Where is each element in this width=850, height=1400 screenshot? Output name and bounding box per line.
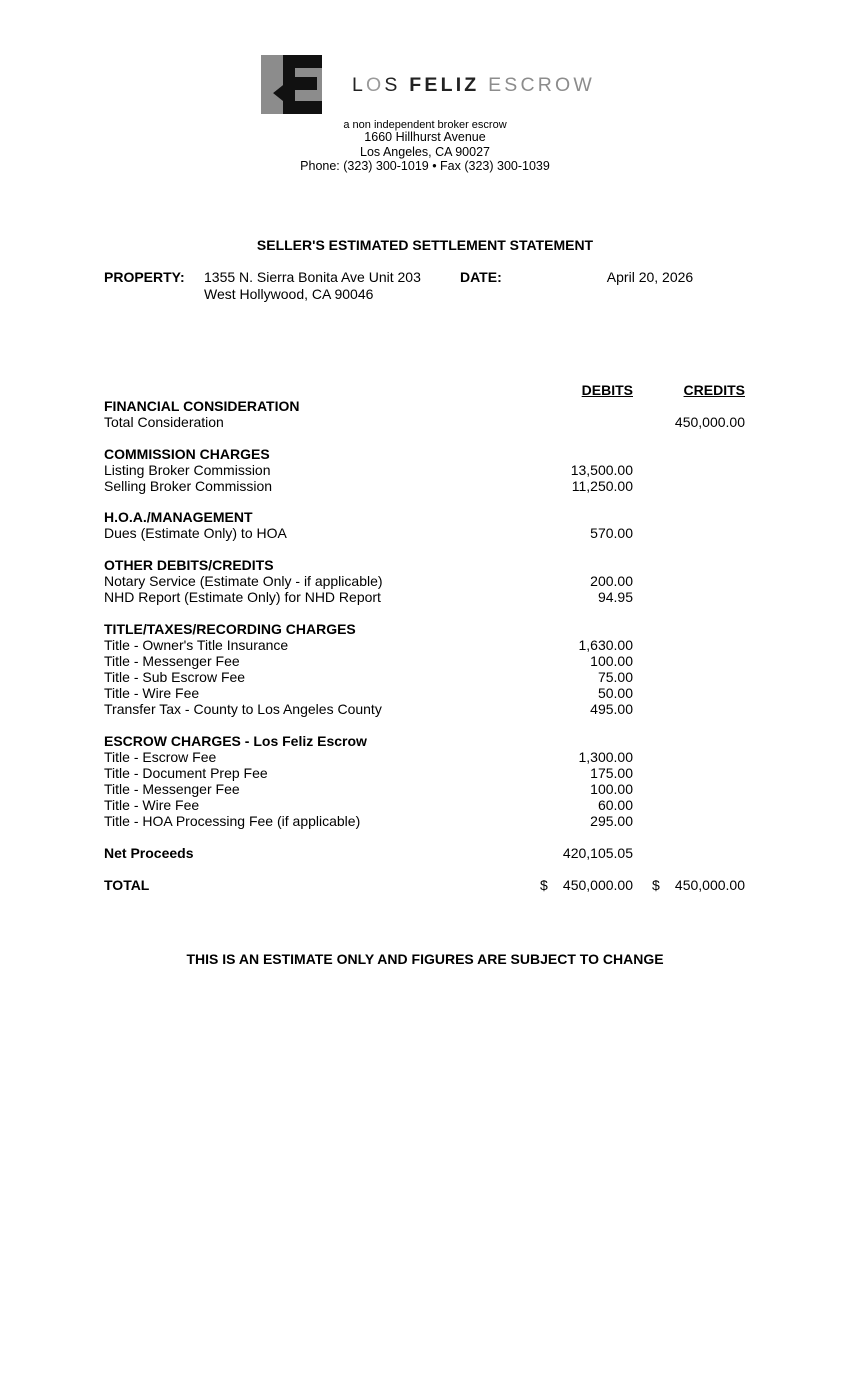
net-proceeds-debit: 420,105.05 bbox=[562, 845, 633, 861]
line-item-label: Title - Escrow Fee bbox=[104, 749, 217, 765]
company-tagline: a non independent broker escrow bbox=[343, 119, 507, 131]
company-address-line2: Los Angeles, CA 90027 bbox=[360, 145, 490, 159]
line-item-label: Title - Sub Escrow Fee bbox=[104, 669, 246, 685]
line-item-debit: 495.00 bbox=[590, 701, 633, 717]
company-address-line1: 1660 Hillhurst Avenue bbox=[364, 130, 486, 144]
line-item-debit: 75.00 bbox=[597, 669, 633, 685]
line-item-label: NHD Report (Estimate Only) for NHD Report bbox=[104, 589, 381, 605]
line-item-debit: 570.00 bbox=[590, 525, 633, 541]
company-logo-icon bbox=[261, 55, 322, 114]
line-item-debit: 60.00 bbox=[597, 797, 633, 813]
line-item-row bbox=[104, 749, 746, 765]
line-item-debit: 13,500.00 bbox=[570, 462, 633, 478]
line-item-debit: 100.00 bbox=[590, 781, 633, 797]
line-item-label: Listing Broker Commission bbox=[104, 462, 271, 478]
wordmark-escrow: ESCROW bbox=[488, 74, 596, 96]
line-item-debit: 50.00 bbox=[597, 685, 633, 701]
company-wordmark bbox=[352, 74, 595, 96]
debits-column-header: DEBITS bbox=[581, 382, 633, 398]
property-address-line1: 1355 N. Sierra Bonita Ave Unit 203 bbox=[204, 269, 421, 285]
line-item-row bbox=[104, 781, 746, 797]
section-heading-title-taxes bbox=[104, 621, 746, 637]
line-item-label: Title - Messenger Fee bbox=[104, 781, 240, 797]
line-item-row bbox=[104, 701, 746, 717]
line-item-debit: 295.00 bbox=[590, 813, 633, 829]
line-item-label: Notary Service (Estimate Only - if applicable) bbox=[104, 573, 383, 589]
estimate-disclaimer: THIS IS AN ESTIMATE ONLY AND FIGURES ARE SUBJECT TO CHANGE bbox=[186, 951, 664, 967]
line-item-row bbox=[104, 462, 746, 478]
company-phone-fax: Phone: (323) 300-1019 • Fax (323) 300-1039 bbox=[300, 159, 550, 173]
line-item-row bbox=[104, 478, 746, 494]
line-item-row bbox=[104, 653, 746, 669]
date-label: DATE: bbox=[460, 269, 502, 285]
line-item-label: Title - Owner's Title Insurance bbox=[104, 637, 289, 653]
total-debit-currency: $ bbox=[540, 877, 548, 893]
property-label: PROPERTY: bbox=[104, 269, 185, 285]
section-heading-label: ESCROW CHARGES - Los Feliz Escrow bbox=[104, 733, 367, 749]
section-heading-escrow bbox=[104, 733, 746, 749]
section-heading-label: OTHER DEBITS/CREDITS bbox=[104, 557, 274, 573]
wordmark-l: L bbox=[352, 74, 367, 96]
date-value: April 20, 2026 bbox=[606, 269, 694, 285]
property-address-line2: West Hollywood, CA 90046 bbox=[204, 286, 374, 302]
line-item-row bbox=[104, 589, 746, 605]
section-heading-other bbox=[104, 557, 746, 573]
net-proceeds-label: Net Proceeds bbox=[104, 845, 194, 861]
wordmark-s: S bbox=[384, 74, 401, 96]
line-item-label: Title - Messenger Fee bbox=[104, 653, 240, 669]
line-item-row bbox=[104, 525, 746, 541]
section-heading-label: TITLE/TAXES/RECORDING CHARGES bbox=[104, 621, 356, 637]
line-item-row bbox=[104, 813, 746, 829]
net-proceeds-row bbox=[104, 845, 746, 861]
wordmark-feliz: FELIZ bbox=[409, 74, 480, 96]
total-row bbox=[104, 877, 746, 893]
total-credit: 450,000.00 bbox=[674, 877, 745, 893]
section-heading-financial bbox=[104, 398, 746, 414]
line-item-debit: 11,250.00 bbox=[571, 478, 633, 494]
line-item-credit: 450,000.00 bbox=[674, 414, 745, 430]
section-heading-commission bbox=[104, 446, 746, 462]
section-heading-hoa bbox=[104, 509, 746, 525]
line-item-label: Title - Wire Fee bbox=[104, 685, 200, 701]
line-item-debit: 94.95 bbox=[597, 589, 633, 605]
line-item-debit: 1,630.00 bbox=[578, 637, 633, 653]
wordmark-o: O bbox=[366, 74, 385, 96]
line-item-row bbox=[104, 685, 746, 701]
line-item-label: Dues (Estimate Only) to HOA bbox=[104, 525, 287, 541]
line-item-debit: 100.00 bbox=[590, 653, 633, 669]
line-item-row bbox=[104, 765, 746, 781]
total-label: TOTAL bbox=[104, 877, 150, 893]
line-item-label: Selling Broker Commission bbox=[104, 478, 273, 494]
line-item-debit: 175.00 bbox=[590, 765, 633, 781]
line-item-label: Total Consideration bbox=[104, 414, 224, 430]
line-item-debit: 1,300.00 bbox=[578, 749, 633, 765]
line-item-label: Title - Wire Fee bbox=[104, 797, 200, 813]
line-item-row bbox=[104, 637, 746, 653]
total-credit-currency: $ bbox=[652, 877, 660, 893]
line-item-debit: 200.00 bbox=[590, 573, 633, 589]
section-heading-label: COMMISSION CHARGES bbox=[104, 446, 270, 462]
line-item-row bbox=[104, 573, 746, 589]
line-item-row bbox=[104, 669, 746, 685]
document-title: SELLER'S ESTIMATED SETTLEMENT STATEMENT bbox=[256, 237, 594, 253]
credits-column-header: CREDITS bbox=[683, 382, 745, 398]
section-heading-label: H.O.A./MANAGEMENT bbox=[104, 509, 253, 525]
line-item-row bbox=[104, 414, 746, 430]
section-heading-label: FINANCIAL CONSIDERATION bbox=[104, 398, 300, 414]
total-debit: 450,000.00 bbox=[562, 877, 633, 893]
line-item-label: Transfer Tax - County to Los Angeles County bbox=[104, 701, 382, 717]
line-item-row bbox=[104, 797, 746, 813]
line-item-label: Title - HOA Processing Fee (if applicable) bbox=[104, 813, 361, 829]
line-item-label: Title - Document Prep Fee bbox=[104, 765, 268, 781]
